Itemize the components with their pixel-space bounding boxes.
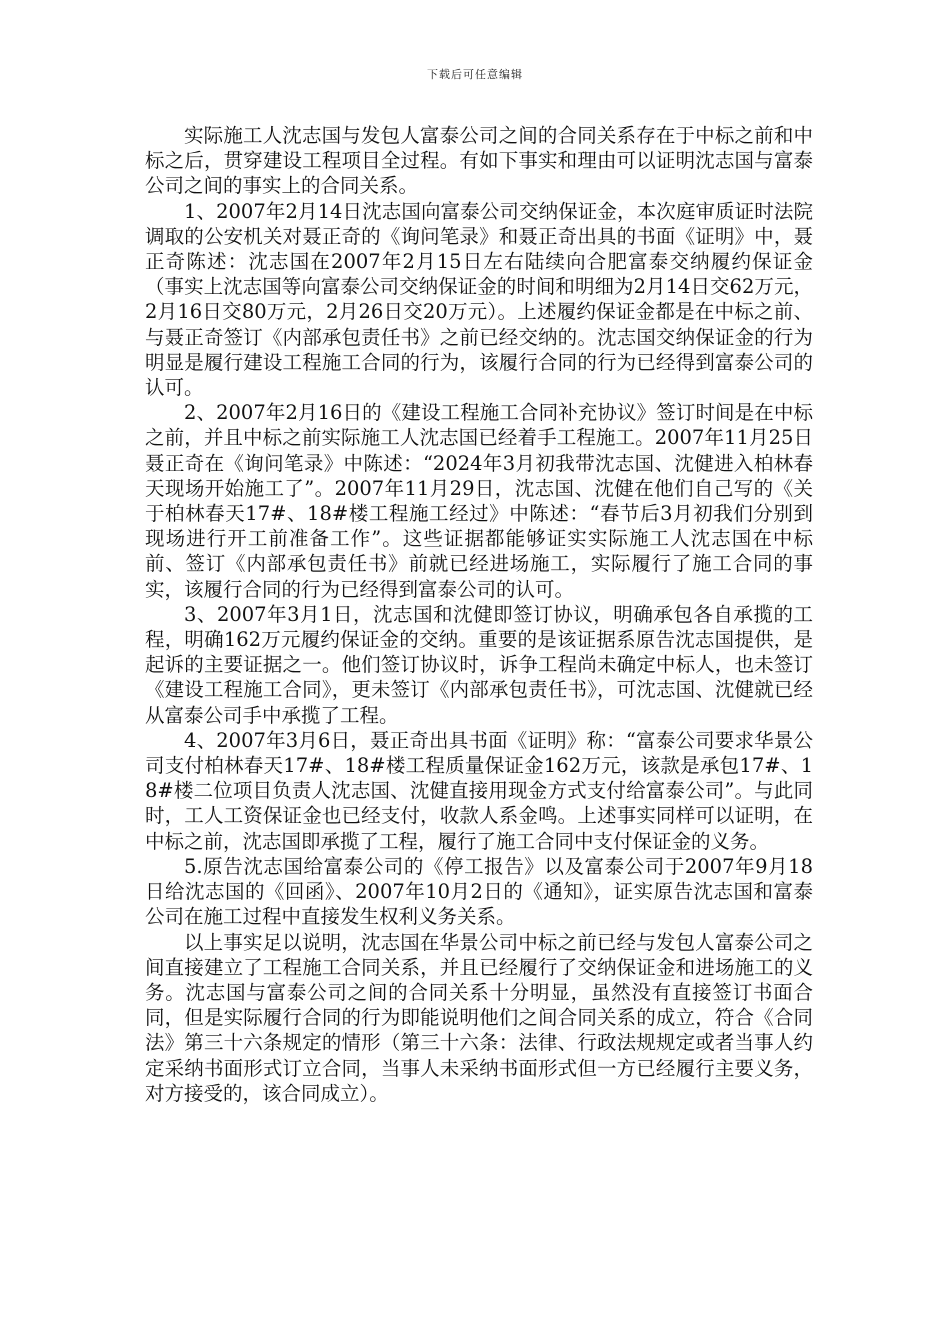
paragraph-point-5: 5.原告沈志国给富泰公司的《停工报告》以及富泰公司于2007年9月18日给沈志国的《回函》、2007年10月2日的《通知》，证实原告沈志国和富泰公司在施工过程中直接发生权利义务关系。 [145, 854, 813, 929]
document-body [145, 123, 813, 1106]
paragraph-point-4: 4、2007年3月6日，聂正奇出具书面《证明》称：“富泰公司要求华景公司支付柏林春天17#、18#楼工程质量保证金162万元，该款是承包17#、18#楼二位项目负责人沈志国、沈健直接用现金方式支付给富泰公司”。与此同时，工人工资保证金也已经支付，收款人系金鸣。上述事实同样可以证明，在中标之前，沈志国即承揽了工程，履行了施工合同中支付保证金的义务。 [145, 728, 813, 853]
paragraph-point-1: 1、2007年2月14日沈志国向富泰公司交纳保证金，本次庭审质证时法院调取的公安机关对聂正奇的《询问笔录》和聂正奇出具的书面《证明》中，聂正奇陈述：沈志国在2007年2月15日左右陆续向合肥富泰交纳履约保证金（事实上沈志国等向富泰公司交纳保证金的时间和明细为2月14日交62万元，2月16日交80万元，2月26日交20万元）。上述履约保证金都是在中标之前、与聂正奇签订《内部承包责任书》之前已经交纳的。沈志国交纳保证金的行为明显是履行建设工程施工合同的行为，该履行合同的行为已经得到富泰公司的认可。 [145, 199, 813, 400]
paragraph-intro: 实际施工人沈志国与发包人富泰公司之间的合同关系存在于中标之前和中标之后，贯穿建设工程项目全过程。有如下事实和理由可以证明沈志国与富泰公司之间的事实上的合同关系。 [145, 124, 813, 198]
paragraph-point-2: 2、2007年2月16日的《建设工程施工合同补充协议》签订时间是在中标之前，并且中标之前实际施工人沈志国已经着手工程施工。2007年11月25日聂正奇在《询问笔录》中陈述：“2024年3月初我带沈志国、沈健进入柏林春天现场开始施工了”。2007年11月29日，沈志国、沈健在他们自己写的《关于柏林春天17#、18#楼工程施工经过》中陈述：“春节后3月初我们分别到现场进行开工前准备工作”。这些证据都能够证实实际施工人沈志国在中标前、签订《内部承包责任书》前就已经进场施工，实际履行了施工合同的事实，该履行合同的行为已经得到富泰公司的认可。 [145, 401, 813, 601]
paragraph-conclusion: 以上事实足以说明，沈志国在华景公司中标之前已经与发包人富泰公司之间直接建立了工程施工合同关系，并且已经履行了交纳保证金和进场施工的义务。沈志国与富泰公司之间的合同关系十分明显，虽然没有直接签订书面合同，但是实际履行合同的行为即能说明他们之间合同关系的成立，符合《合同法》第三十六条规定的情形（第三十六条：法律、行政法规规定或者当事人约定采纳书面形式订立合同，当事人未采纳书面形式但一方已经履行主要义务，对方接受的，该合同成立）。 [145, 930, 813, 1105]
page-header: 下载后可任意编辑 [427, 68, 523, 81]
paragraph-point-3: 3、2007年3月1日，沈志国和沈健即签订协议，明确承包各自承揽的工程，明确162万元履约保证金的交纳。重要的是该证据系原告沈志国提供，是起诉的主要证据之一。他们签订协议时，诉争工程尚未确定中标人，也未签订《建设工程施工合同》，更未签订《内部承包责任书》，可沈志国、沈健就已经从富泰公司手中承揽了工程。 [145, 602, 813, 727]
